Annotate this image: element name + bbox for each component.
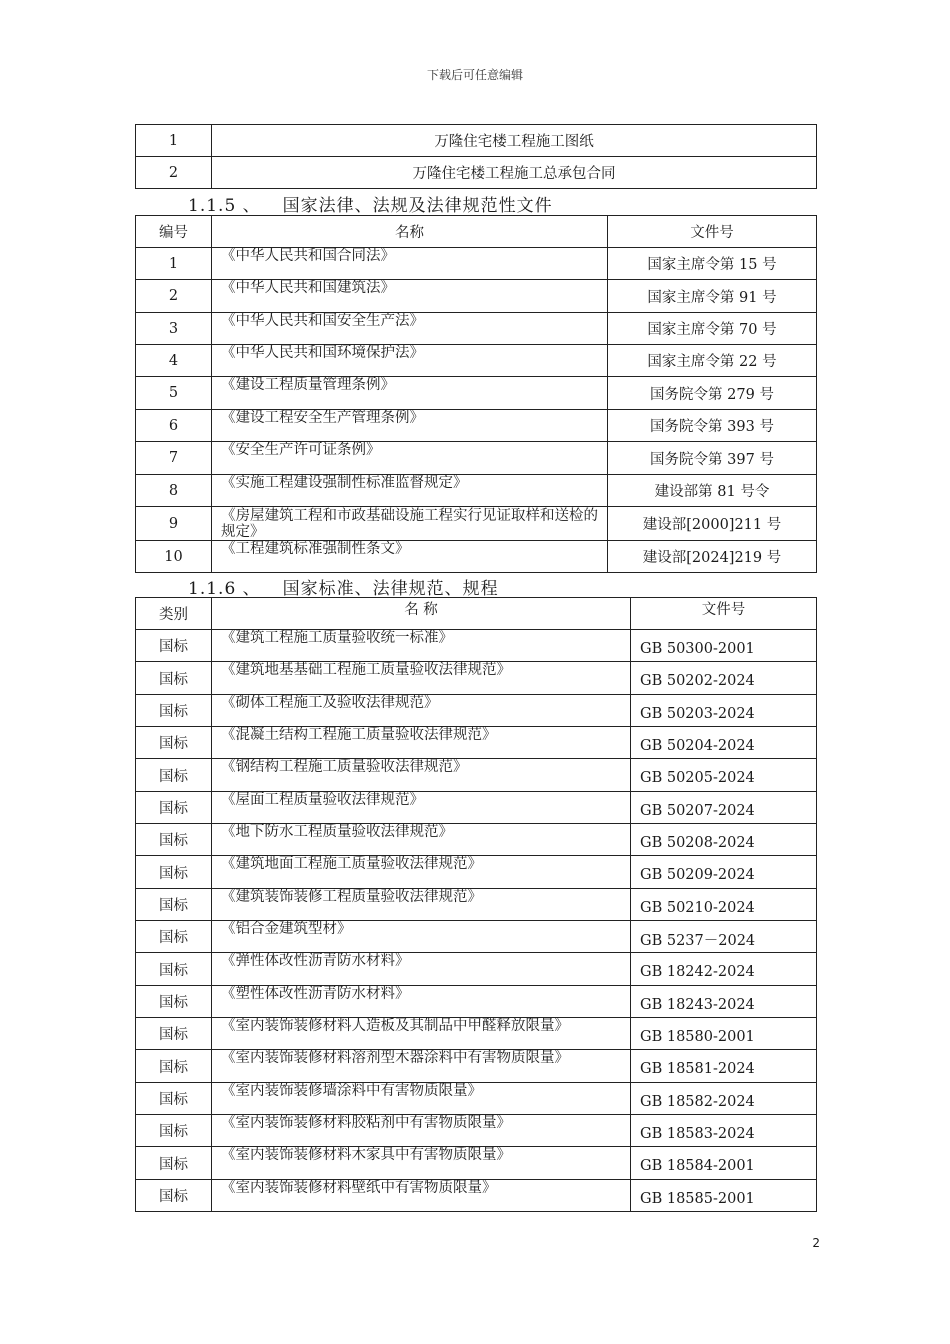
category: 国标 <box>136 1147 212 1180</box>
category: 国标 <box>136 921 212 953</box>
header-doc-number: 文件号 <box>631 598 817 630</box>
header-category: 类别 <box>136 598 212 630</box>
standard-code: GB 18580-2001 <box>631 1018 817 1050</box>
standard-name: 《室内装饰装修材料溶剂型木器涂料中有害物质限量》 <box>212 1050 631 1083</box>
table-row <box>136 953 817 986</box>
table-row <box>136 280 817 313</box>
standard-code: GB 50204-2024 <box>631 727 817 759</box>
standard-code: GB 18584-2001 <box>631 1147 817 1180</box>
table-row <box>136 410 817 442</box>
row-number: 10 <box>136 541 212 573</box>
table-row <box>136 824 817 856</box>
row-number: 2 <box>136 157 212 189</box>
doc-number: 建设部[2000]211 号 <box>608 507 817 541</box>
category: 国标 <box>136 1180 212 1212</box>
standard-name: 《室内装饰装修材料胶粘剂中有害物质限量》 <box>212 1115 631 1147</box>
table-row <box>136 475 817 507</box>
law-name: 《中华人民共和国建筑法》 <box>212 280 608 313</box>
standard-name: 《钢结构工程施工质量验收法律规范》 <box>212 759 631 792</box>
row-number: 1 <box>136 125 212 157</box>
table-row <box>136 1050 817 1083</box>
category: 国标 <box>136 1083 212 1115</box>
standard-name: 《地下防水工程质量验收法律规范》 <box>212 824 631 856</box>
table-row <box>136 377 817 410</box>
header-doc-number: 文件号 <box>608 216 817 248</box>
standard-name: 《建筑工程施工质量验收统一标准》 <box>212 630 631 662</box>
standard-code: GB 18585-2001 <box>631 1180 817 1212</box>
table-row <box>136 662 817 695</box>
doc-number: 国务院令第 393 号 <box>608 410 817 442</box>
row-number: 7 <box>136 442 212 475</box>
doc-number: 国家主席令第 22 号 <box>608 345 817 377</box>
standard-name: 《混凝土结构工程施工质量验收法律规范》 <box>212 727 631 759</box>
section-heading-1-1-6 <box>188 574 499 599</box>
category: 国标 <box>136 695 212 727</box>
standard-code: GB 18581-2024 <box>631 1050 817 1083</box>
table-row <box>136 1147 817 1180</box>
row-number: 1 <box>136 248 212 280</box>
category: 国标 <box>136 662 212 695</box>
standard-code: GB 5237－2024 <box>631 921 817 953</box>
doc-name: 万隆住宅楼工程施工总承包合同 <box>212 157 817 189</box>
standard-code: GB 18243-2024 <box>631 986 817 1018</box>
section-number: 1.1.5 、 <box>188 196 261 216</box>
row-number: 5 <box>136 377 212 410</box>
category: 国标 <box>136 824 212 856</box>
standard-code: GB 50202-2024 <box>631 662 817 695</box>
category: 国标 <box>136 759 212 792</box>
category: 国标 <box>136 792 212 824</box>
standard-name: 《铝合金建筑型材》 <box>212 921 631 953</box>
law-name: 《安全生产许可证条例》 <box>212 442 608 475</box>
standard-code: GB 18582-2024 <box>631 1083 817 1115</box>
category: 国标 <box>136 630 212 662</box>
category: 国标 <box>136 727 212 759</box>
row-number: 9 <box>136 507 212 541</box>
table-row <box>136 759 817 792</box>
category: 国标 <box>136 953 212 986</box>
header-name: 名 称 <box>212 598 631 630</box>
table-row <box>136 792 817 824</box>
header-name: 名称 <box>212 216 608 248</box>
table-row <box>136 125 817 157</box>
standard-name: 《砌体工程施工及验收法律规范》 <box>212 695 631 727</box>
standard-code: GB 18583-2024 <box>631 1115 817 1147</box>
category: 国标 <box>136 856 212 889</box>
section-heading-1-1-5 <box>188 191 553 216</box>
doc-number: 国务院令第 279 号 <box>608 377 817 410</box>
header-number: 编号 <box>136 216 212 248</box>
table-row <box>136 695 817 727</box>
standard-name: 《建筑地面工程施工质量验收法律规范》 <box>212 856 631 889</box>
table-row <box>136 1180 817 1212</box>
table-row <box>136 507 817 541</box>
standard-name: 《室内装饰装修材料木家具中有害物质限量》 <box>212 1147 631 1180</box>
table-row <box>136 856 817 889</box>
table-row <box>136 1115 817 1147</box>
table-row <box>136 630 817 662</box>
table-row <box>136 1083 817 1115</box>
row-number: 8 <box>136 475 212 507</box>
doc-number: 建设部第 81 号令 <box>608 475 817 507</box>
standard-name: 《室内装饰装修材料人造板及其制品中甲醛释放限量》 <box>212 1018 631 1050</box>
standard-name: 《建筑装饰装修工程质量验收法律规范》 <box>212 889 631 921</box>
standard-code: GB 50209-2024 <box>631 856 817 889</box>
row-number: 2 <box>136 280 212 313</box>
category: 国标 <box>136 986 212 1018</box>
law-name: 《建设工程质量管理条例》 <box>212 377 608 410</box>
category: 国标 <box>136 889 212 921</box>
table-row <box>136 1018 817 1050</box>
doc-number: 建设部[2024]219 号 <box>608 541 817 573</box>
law-name: 《工程建筑标准强制性条文》 <box>212 541 608 573</box>
standard-code: GB 50300-2001 <box>631 630 817 662</box>
standard-code: GB 50203-2024 <box>631 695 817 727</box>
standard-name: 《塑性体改性沥青防水材料》 <box>212 986 631 1018</box>
standard-name: 《室内装饰装修墙涂料中有害物质限量》 <box>212 1083 631 1115</box>
standard-name: 《建筑地基基础工程施工质量验收法律规范》 <box>212 662 631 695</box>
law-name: 《实施工程建设强制性标准监督规定》 <box>212 475 608 507</box>
category: 国标 <box>136 1018 212 1050</box>
table-row <box>136 921 817 953</box>
laws-table <box>135 215 817 573</box>
category: 国标 <box>136 1115 212 1147</box>
doc-name: 万隆住宅楼工程施工图纸 <box>212 125 817 157</box>
doc-number: 国家主席令第 70 号 <box>608 313 817 345</box>
law-name: 《中华人民共和国合同法》 <box>212 248 608 280</box>
table-row <box>136 889 817 921</box>
section-title: 国家法律、法规及法律规范性文件 <box>282 196 553 216</box>
header-note: 下载后可任意编辑 <box>426 68 523 82</box>
table-row <box>136 541 817 573</box>
row-number: 4 <box>136 345 212 377</box>
table-row <box>136 157 817 189</box>
section-number: 1.1.6 、 <box>188 579 261 599</box>
standard-code: GB 50207-2024 <box>631 792 817 824</box>
doc-number: 国务院令第 397 号 <box>608 442 817 475</box>
doc-number: 国家主席令第 15 号 <box>608 248 817 280</box>
doc-number: 国家主席令第 91 号 <box>608 280 817 313</box>
project-docs-table <box>135 124 817 189</box>
table-header-row <box>136 598 817 630</box>
standard-name: 《屋面工程质量验收法律规范》 <box>212 792 631 824</box>
law-name: 《房屋建筑工程和市政基础设施工程实行见证取样和送检的规定》 <box>212 507 608 541</box>
row-number: 3 <box>136 313 212 345</box>
row-number: 6 <box>136 410 212 442</box>
table-header-row <box>136 216 817 248</box>
standard-code: GB 50205-2024 <box>631 759 817 792</box>
standards-table <box>135 597 817 1212</box>
table-row <box>136 986 817 1018</box>
law-name: 《中华人民共和国环境保护法》 <box>212 345 608 377</box>
table-row <box>136 248 817 280</box>
table-row <box>136 727 817 759</box>
table-row <box>136 313 817 345</box>
standard-code: GB 18242-2024 <box>631 953 817 986</box>
standard-name: 《弹性体改性沥青防水材料》 <box>212 953 631 986</box>
table-row <box>136 345 817 377</box>
category: 国标 <box>136 1050 212 1083</box>
standard-name: 《室内装饰装修材料壁纸中有害物质限量》 <box>212 1180 631 1212</box>
table-row <box>136 442 817 475</box>
page-number: 2 <box>812 1236 820 1250</box>
standard-code: GB 50210-2024 <box>631 889 817 921</box>
standard-code: GB 50208-2024 <box>631 824 817 856</box>
law-name: 《建设工程安全生产管理条例》 <box>212 410 608 442</box>
law-name: 《中华人民共和国安全生产法》 <box>212 313 608 345</box>
section-title: 国家标准、法律规范、规程 <box>282 579 499 599</box>
